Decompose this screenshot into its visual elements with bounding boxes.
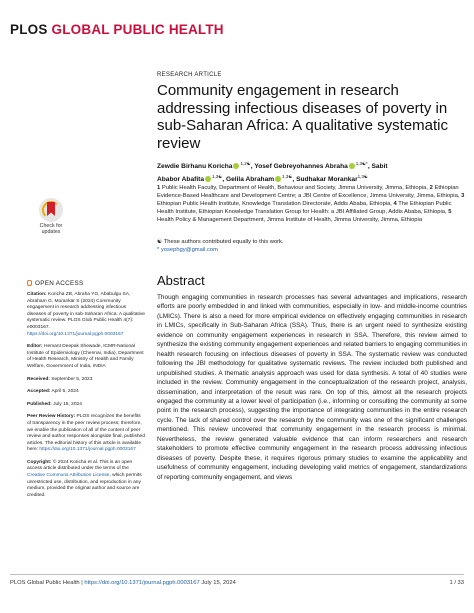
affiliations — [157, 184, 467, 224]
journal-plos: PLOS — [10, 22, 48, 37]
copyright-block — [27, 460, 145, 500]
peer-review-text: PLOS recognizes the benefits of transparency in the peer review process; therefore, we enable the publication of all of the content of peer review and author responses alongside final, published articles. The editorial history of this article is available here: — [27, 414, 145, 453]
affil-num: 5 — [448, 209, 452, 216]
open-access-label — [27, 280, 83, 287]
journal-name: GLOBAL PUBLIC HEALTH — [51, 22, 224, 37]
published-date: July 15, 2024 — [51, 401, 82, 407]
article-title: Community engagement in research addressing infectious diseases of poverty in sub-Saharan Africa: A qualitative systematic review — [157, 82, 448, 152]
received-date: September 5, 2023 — [49, 376, 93, 382]
footer-journal: PLOS Global Public Health — [10, 580, 80, 586]
footer-divider — [10, 574, 464, 575]
copyright-text-2: , which permits unrestricted use, distribution, and reproduction in any medium, provided the original author and source are credited. — [27, 473, 142, 498]
published-label: Published: — [27, 401, 52, 407]
abstract-body: Though engaging communities in research processes has several advantages and implications, research efforts are poorly embedded in and linked with communities, especially in low- and middle-income countries (LMICs). There is also a need for more empirical evidence on effectively engaging communities in research in LMICs, specifically in Sub-Saharan Africa (SSA). Thus, there is an urgent need to synthesize existing evidence on community engagement experiences in research in SSA. Therefore, this review aimed to synthesize the existing community engagement experiences and related barriers to engaging communities in health research focusing on infectious diseases of poverty in SSA. The systematic review was conducted following the JBI methodology for qualitative systematic reviews. The review included both published and unpublished studies. A thematic analysis approach was used for data synthesis. A total of 40 studies were included in the review. Community engagement in the conceptualization of the research project, analysis, dissemination, and interpretation of the result was rare. On top of this, almost all the research projects engaged the community at a lower level of participation (i.e., informing or consulting the community at some point in the research process), suggesting the importance of integrating communities in the entire research cycle. The lack of shared control over the research by the community was one of the significant challenges mentioned. This review uncovered that community engagement in the research process is minimal. Nevertheless, the review generated valuable evidence that can inform researchers and research stakeholders to promote effective community engagement in the research process addressing infectious diseases of poverty. Despite these, it requires rigorous primary studies to examine the applicability and usefulness of community engagement, including developing valid metrics of engagement, standardizations of reporting community engagement, and views — [157, 294, 467, 481]
affil-text: Health Policy & Management Department, Jimma Institute of Health, Jimma University, Jimma, Ethiopia — [157, 217, 423, 224]
license-link[interactable]: Creative Commons Attribution License — [27, 473, 110, 479]
article-type: RESEARCH ARTICLE — [157, 72, 222, 78]
editor-block — [27, 344, 145, 370]
open-lock-icon — [27, 280, 32, 286]
badge-line1: Check for — [39, 223, 63, 229]
author-abraham[interactable]: , Gelila Abraham — [222, 175, 275, 183]
badge-label — [33, 223, 69, 235]
corresponding-email-link[interactable]: * yosephgy@gmail.com — [157, 247, 218, 254]
author-morankar[interactable]: , Sudhakar Morankar — [292, 175, 358, 183]
affil-num: 3 — [461, 193, 465, 200]
page-footer — [10, 580, 464, 586]
check-for-updates-badge[interactable] — [33, 198, 69, 242]
badge-line2: updates — [41, 229, 61, 235]
footer-page-number: 1 / 33 — [449, 580, 464, 586]
author-koricha[interactable]: Zewdie Birhanu Koricha — [157, 163, 233, 171]
author-sup: 1,3☯* — [355, 161, 368, 166]
affil-text: The Ethiopian Public Health Institute, Ethiopian Knowledge Translation Group for Health: a JBI Affiliated Group, Addis Ababa, Ethiopia, — [157, 201, 452, 216]
copyright-text: © 2024 Koricha et al. This is an open access article distributed under the terms of the — [27, 459, 133, 472]
author-sabit-first[interactable]: , Sabit — [367, 163, 388, 171]
accepted-label: Accepted: — [27, 389, 51, 395]
peer-review-block — [27, 414, 145, 454]
citation-doi-link[interactable]: https://doi.org/10.1371/journal.pgph.0003167 — [27, 331, 124, 337]
author-ababulgu[interactable]: Ababor Abafita — [157, 175, 205, 183]
article-info-sidebar — [27, 292, 145, 505]
footer-separator: | — [79, 580, 85, 586]
equal-contribution-note: ☯ These authors contributed equally to this work. — [157, 239, 284, 245]
author-list — [157, 159, 462, 185]
published-block — [27, 402, 145, 409]
abstract-heading: Abstract — [157, 273, 205, 288]
orcid-icon[interactable] — [275, 176, 281, 182]
orcid-icon[interactable] — [349, 163, 355, 169]
affil-text: Public Health Faculty, Department of Health, Behaviour and Society, Jimma University, Jimma, Ethiopia, — [161, 185, 428, 191]
author-sup: 1,3☯ — [282, 173, 293, 179]
affil-text: Ethiopian Public Health Institute, Knowledge Translation Directorate, Addis Ababa, Ethiopia, — [157, 201, 392, 208]
citation-text: Koricha ZB, Abraha YG, Ababulgu SA, Abraham G, Morankar S (2024) Community engagement in research addressing infectious diseases of poverty in sub-Saharan Africa: A qualitative systematic review. PLOS Glob Public Health 4(7): e0003167. — [27, 292, 145, 330]
journal-masthead — [10, 22, 224, 37]
footer-left — [10, 580, 236, 586]
citation-block — [27, 292, 145, 338]
footer-date: July 15, 2024 — [199, 580, 236, 586]
editor-label: Editor: — [27, 344, 43, 350]
copyright-label: Copyright: — [27, 459, 52, 465]
orcid-icon[interactable] — [233, 163, 239, 169]
accepted-date: April 5, 2024 — [50, 389, 79, 395]
author-sup: 1,3☯ — [212, 173, 223, 179]
author-sup: 1,2☯ — [240, 161, 251, 166]
footer-doi-link[interactable]: https://doi.org/10.1371/journal.pgph.0003167 — [84, 580, 200, 586]
affil-num: 2 — [429, 185, 433, 191]
peer-review-label: Peer Review History: — [27, 414, 76, 420]
editor-text: Hemant Deepak Shewade, ICMR-National Institute of Epidemiology (Chennai, India), Department of Health Research, Ministry of Health and Family Welfare, Government of India, INDIA — [27, 344, 144, 369]
citation-label: Citation: — [27, 292, 47, 297]
open-access-text: OPEN ACCESS — [35, 280, 84, 287]
received-label: Received: — [27, 376, 50, 382]
author-abraha[interactable]: , Yosef Gebreyohannes Abraha — [250, 163, 348, 171]
orcid-icon[interactable] — [205, 176, 211, 182]
received-block — [27, 377, 145, 384]
affil-text: Ethiopian Evidence-Based Healthcare and Development Centre; a JBI Centre of Excellence, Jimma University, Jimma, Ethiopia, — [157, 185, 460, 200]
affil-num: 1 — [157, 185, 161, 191]
peer-review-link[interactable]: https://doi.org/10.1371/journal.pgph.0003167 — [39, 447, 136, 453]
contributions — [157, 238, 284, 254]
author-sup: 1,3☯ — [357, 173, 368, 179]
check-for-updates-icon — [39, 198, 63, 222]
affil-num: 4 — [393, 201, 397, 208]
accepted-block — [27, 389, 145, 396]
